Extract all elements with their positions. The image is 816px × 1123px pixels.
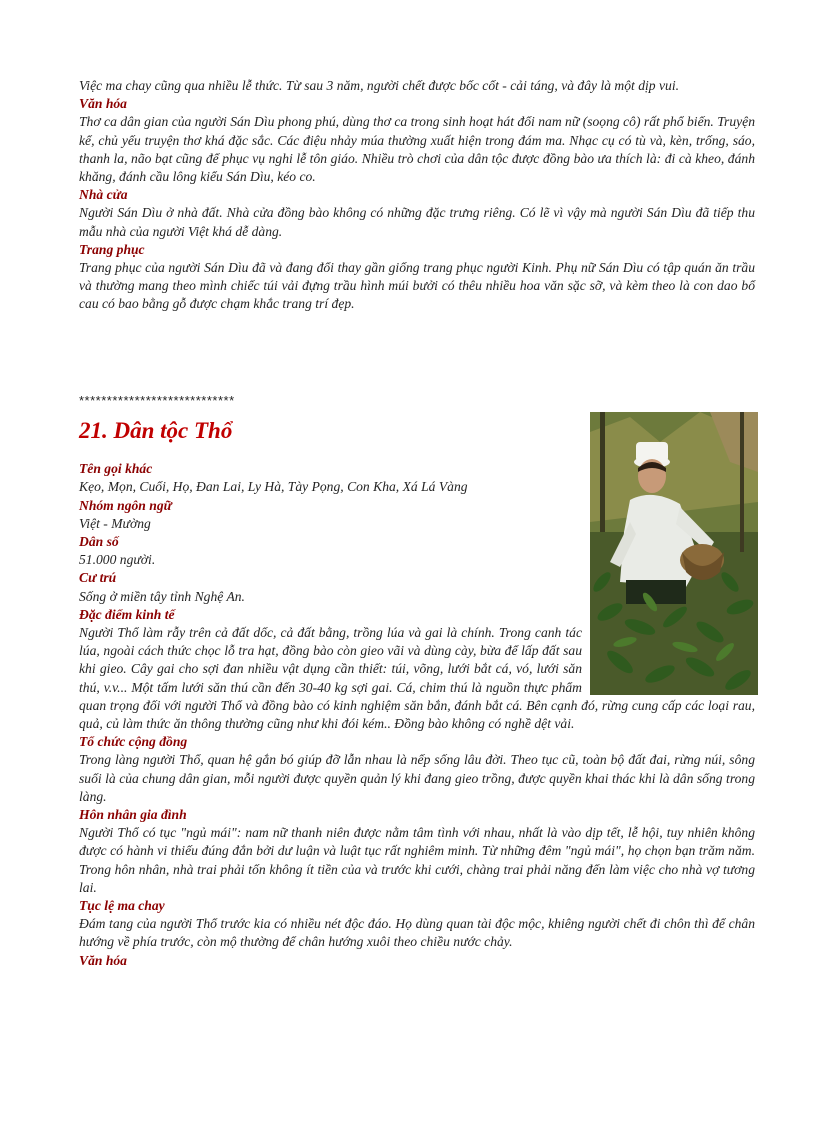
section-heading-ma-chay: Tục lệ ma chay [79,898,165,914]
section-text-kinh-te: Người Thổ làm rẫy trên cả đất dốc, cả đất bằng, trồng lúa và gai là chính. Trong canh tác lúa, ngoài cách thức chọc lỗ tra hạt, đồng bào còn gieo vãi và dùng cày, bừa để lấp đất sau khi gieo. Cây gai cho sợi đan nhiều vật dụng cần thiết: túi, võng, lưới bắt cá, vó, lưới săn thú, v.v... Một tấm lưới săn thú cần đến 30-40 kg sợi gai. Cá, chim thú là nguồn thực phẩm quan trọng đối với người Thổ và đồng bào có kinh nghiệm săn bắn, đánh bắt cá. Bên cạnh đó, rừng cung cấp các loại rau, quả, củ làm thức ăn thông thường cũng như khi đói kém.. Đồng bào không có nghề dệt vải. [79,625,755,732]
section-heading-cu-tru: Cư trú [79,570,117,586]
tho-ethnic-section [79,392,755,970]
san-diu-continuation [79,77,755,314]
section-heading-hon-nhan: Hôn nhân gia đình [79,807,187,823]
section-text-hon-nhan: Người Thổ có tục "ngủ mái": nam nữ thanh niên được nằm tâm tình với nhau, nhất là vào dịp tết, lễ hội, tuy nhiên không được có hành vi thiếu đúng đắn bởi dư luận và luật tục rất nghiêm minh. Từ những đêm "ngủ mái", họ chọn bạn trăm năm. Trong hôn nhân, nhà trai phải tốn không ít tiền của và trước khi cưới, chàng trai phải năng đến làm việc cho nhà vợ tương lai. [79,825,755,895]
section-heading-van-hoa-tho: Văn hóa [79,952,127,968]
divider-stars: **************************** [79,393,235,408]
section-text-to-chuc-cong-dong: Trong làng người Thổ, quan hệ gắn bó giúp đỡ lẫn nhau là nếp sống lâu đời. Theo tục cũ, toàn bộ đất đai, rừng núi, sông suối là của chung dân gian, mỗi người được quyền quản lý khi đang gieo trồng, được quyền khai thác khi là dân sống trong làng. [79,752,755,804]
section-text-ten-goi-khac: Kẹo, Mọn, Cuối, Họ, Đan Lai, Ly Hà, Tày Pọng, Con Kha, Xá Lá Vàng [79,479,468,495]
page-title: 21. Dân tộc Thổ [79,418,233,444]
section-text-nhom-ngon-ngu: Việt - Mường [79,515,151,531]
section-heading-to-chuc-cong-dong: Tổ chức cộng đồng [79,734,188,750]
section-text-trang-phuc: Trang phục của người Sán Dìu đã và đang đổi thay gần giống trang phục người Kinh. Phụ nữ Sán Dìu có tập quán ăn trầu và thường mang theo mình chiếc túi vải đựng trầu hình múi bưởi có thêu nhiều hoa văn sặc sỡ, và kèm theo là con dao bổ cau có bao bằng gỗ được chạm khắc trang trí đẹp. [79,260,755,312]
section-text-nha-cua: Người Sán Dìu ở nhà đất. Nhà cửa đồng bào không có những đặc trưng riêng. Có lẽ vì vậy mà người Sán Dìu đã tiếp thu mẫu nhà của người Việt khá dễ dàng. [79,205,755,239]
intro-paragraph: Việc ma chay cũng qua nhiều lễ thức. Từ sau 3 năm, người chết được bốc cốt - cải táng, và đây là một dịp vui. [79,78,679,93]
section-heading-nha-cua: Nhà cửa [79,187,128,203]
section-heading-van-hoa: Văn hóa [79,96,127,112]
section-text-dan-so: 51.000 người. [79,552,156,568]
section-heading-ten-goi-khac: Tên gọi khác [79,461,153,477]
tho-woman-photo [590,412,758,695]
section-text-ma-chay: Đám tang của người Thổ trước kia có nhiều nét độc đáo. Họ dùng quan tài độc mộc, khiêng người chết đi chôn thì để chân hướng về phía trước, còn mộ thường để chân hướng xuôi theo chiều nước chảy. [79,916,755,950]
section-heading-trang-phuc: Trang phục [79,241,145,257]
section-heading-nhom-ngon-ngu: Nhóm ngôn ngữ [79,497,172,513]
section-text-van-hoa: Thơ ca dân gian của người Sán Dìu phong phú, dùng thơ ca trong sinh hoạt hát đối nam nữ (soọng cô) rất phổ biến. Truyện kể, chủ yếu truyện thơ khá đặc sắc. Các điệu nhảy múa thường xuất hiện trong đám ma. Nhạc cụ có tù và, kèn, trống, sáo, thanh la, não bạt cũng để phục vụ nghi lễ tôn giáo. Nhiều trò chơi của dân tộc được đồng bào ưa thích là: đi cà kheo, đánh khăng, đánh cầu lông kiểu Sán Dìu, kéo co. [79,114,755,185]
photo-illustration [590,412,758,695]
section-heading-kinh-te: Đặc điểm kinh tế [79,606,175,622]
section-text-cu-tru: Sống ở miền tây tỉnh Nghệ An. [79,588,245,604]
section-heading-dan-so: Dân số [79,534,119,550]
